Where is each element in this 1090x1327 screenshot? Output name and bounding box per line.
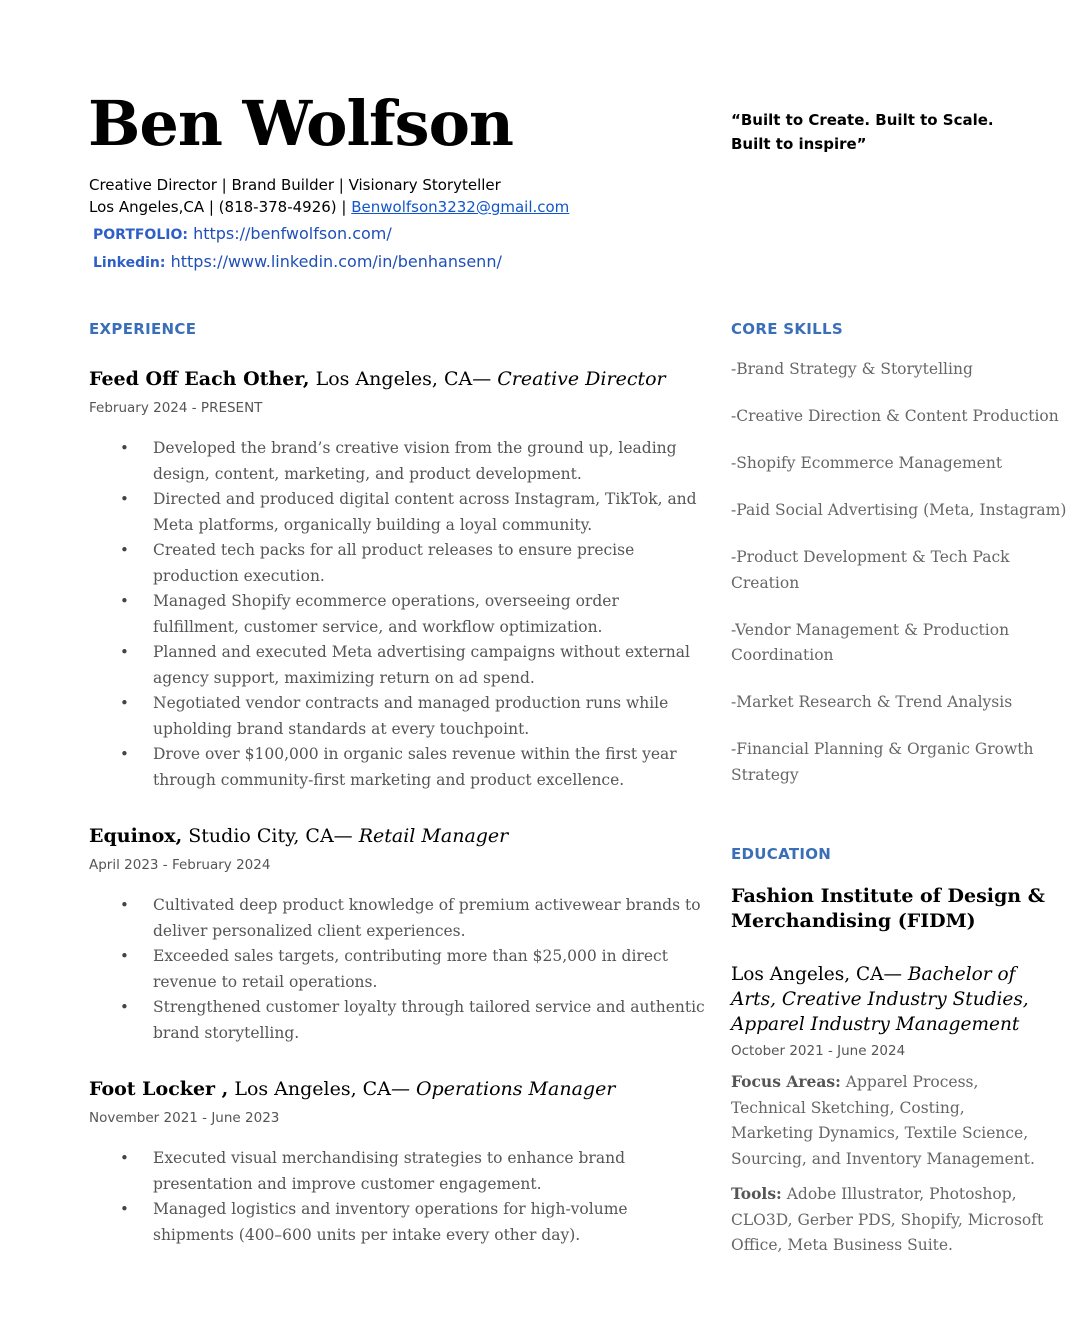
bullet-item: • Created tech packs for all product releases to ensure precise production execution. bbox=[120, 538, 705, 589]
candidate-name: Ben Wolfson bbox=[88, 87, 513, 160]
skill-item: -Financial Planning & Organic Growth Strategy bbox=[731, 740, 1034, 784]
bullet-item: • Executed visual merchandising strategies to enhance brand presentation and improve customer engagement. bbox=[120, 1146, 705, 1197]
bullet-item: • Cultivated deep product knowledge of premium activewear brands to deliver personalized client experiences. bbox=[120, 893, 705, 944]
job-location: Los Angeles, CA— bbox=[309, 368, 498, 390]
bullet-item: • Managed logistics and inventory operations for high-volume shipments (400–600 units per intake every other day). bbox=[120, 1197, 705, 1248]
location-phone: Los Angeles,CA | (818-378-4926) | bbox=[89, 198, 352, 216]
skill-item: -Market Research & Trend Analysis bbox=[731, 693, 1013, 711]
company-name: Equinox, bbox=[89, 825, 183, 847]
skill-item: -Shopify Ecommerce Management bbox=[731, 454, 1003, 472]
school-name: Fashion Institute of Design & Merchandising (FIDM) bbox=[731, 885, 1045, 932]
bullet-item: • Negotiated vendor contracts and managed production runs while upholding brand standards at every touchpoint. bbox=[120, 691, 705, 742]
portfolio-line bbox=[93, 224, 392, 243]
linkedin-line bbox=[93, 252, 502, 271]
job-location: Studio City, CA— bbox=[182, 825, 359, 847]
job-role: Retail Manager bbox=[358, 825, 509, 847]
skill-item: -Brand Strategy & Storytelling bbox=[731, 360, 973, 378]
skills-list bbox=[731, 357, 1076, 810]
company-name: Feed Off Each Other, bbox=[89, 368, 310, 390]
education-heading: EDUCATION bbox=[731, 845, 832, 863]
skill-item: -Vendor Management & Production Coordination bbox=[731, 620, 1010, 664]
skill-item: -Paid Social Advertising (Meta, Instagram) bbox=[731, 501, 1067, 519]
job-dates: April 2023 - February 2024 bbox=[89, 857, 271, 873]
bullet-item: • Developed the brand’s creative vision from the ground up, leading design, content, marketing, and product development. bbox=[120, 436, 705, 487]
degree-line bbox=[731, 962, 1061, 1037]
job-dates: February 2024 - PRESENT bbox=[89, 400, 263, 416]
skills-heading: CORE SKILLS bbox=[731, 320, 844, 338]
education-dates: October 2021 - June 2024 bbox=[731, 1043, 906, 1059]
email-link[interactable]: Benwolfson3232@gmail.com bbox=[351, 198, 570, 216]
focus-text: Apparel Process, Technical Sketching, Costing, Marketing Dynamics, Textile Science, Sourcing, and Inventory Management. bbox=[731, 1073, 1035, 1168]
personal-quote: “Built to Create. Built to Scale. Built to inspire” bbox=[731, 111, 994, 153]
job-bullets bbox=[120, 893, 705, 1046]
job-role: Operations Manager bbox=[415, 1078, 616, 1100]
focus-label: Focus Areas: bbox=[731, 1072, 841, 1091]
linkedin-label: Linkedin: bbox=[93, 255, 166, 271]
bullet-item: • Planned and executed Meta advertising campaigns without external agency support, maximizing return on ad spend. bbox=[120, 640, 705, 691]
job-title-feed-off-each-other bbox=[89, 366, 666, 392]
contact-line bbox=[89, 196, 569, 218]
company-name: Foot Locker , bbox=[89, 1078, 229, 1100]
bullet-item: • Directed and produced digital content across Instagram, TikTok, and Meta platforms, organically building a loyal community. bbox=[120, 487, 705, 538]
job-bullets bbox=[120, 1146, 705, 1248]
job-location: Los Angeles, CA— bbox=[228, 1078, 416, 1100]
job-dates: November 2021 - June 2023 bbox=[89, 1110, 280, 1126]
focus-areas bbox=[731, 1069, 1051, 1172]
tools bbox=[731, 1181, 1051, 1259]
bullet-item: • Drove over $100,000 in organic sales revenue within the first year through community-first marketing and product excellence. bbox=[120, 742, 705, 793]
bullet-item: • Exceeded sales targets, contributing more than $25,000 in direct revenue to retail operations. bbox=[120, 944, 705, 995]
skill-item: -Product Development & Tech Pack Creation bbox=[731, 548, 1010, 592]
tools-text: Adobe Illustrator, Photoshop, CLO3D, Gerber PDS, Shopify, Microsoft Office, Meta Business Suite. bbox=[731, 1185, 1044, 1254]
portfolio-label: PORTFOLIO: bbox=[93, 227, 188, 243]
job-bullets bbox=[120, 436, 705, 793]
job-title-foot-locker bbox=[89, 1076, 615, 1102]
degree-title: Bachelor of Arts, Creative Industry Studies, Apparel Industry Management bbox=[731, 964, 1029, 1035]
experience-heading: EXPERIENCE bbox=[89, 320, 197, 338]
tools-label: Tools: bbox=[731, 1184, 782, 1203]
portfolio-link[interactable]: https://benfwolfson.com/ bbox=[193, 224, 392, 243]
tagline: Creative Director | Brand Builder | Visionary Storyteller bbox=[89, 176, 501, 194]
bullet-item: • Strengthened customer loyalty through tailored service and authentic brand storytelling. bbox=[120, 995, 705, 1046]
linkedin-link[interactable]: https://www.linkedin.com/in/benhansenn/ bbox=[170, 252, 502, 271]
job-title-equinox bbox=[89, 823, 508, 849]
school-location: Los Angeles, CA— bbox=[731, 964, 908, 985]
skill-item: -Creative Direction & Content Production bbox=[731, 407, 1059, 425]
job-role: Creative Director bbox=[497, 368, 666, 390]
bullet-item: • Managed Shopify ecommerce operations, overseeing order fulfillment, customer service, and workflow optimization. bbox=[120, 589, 705, 640]
